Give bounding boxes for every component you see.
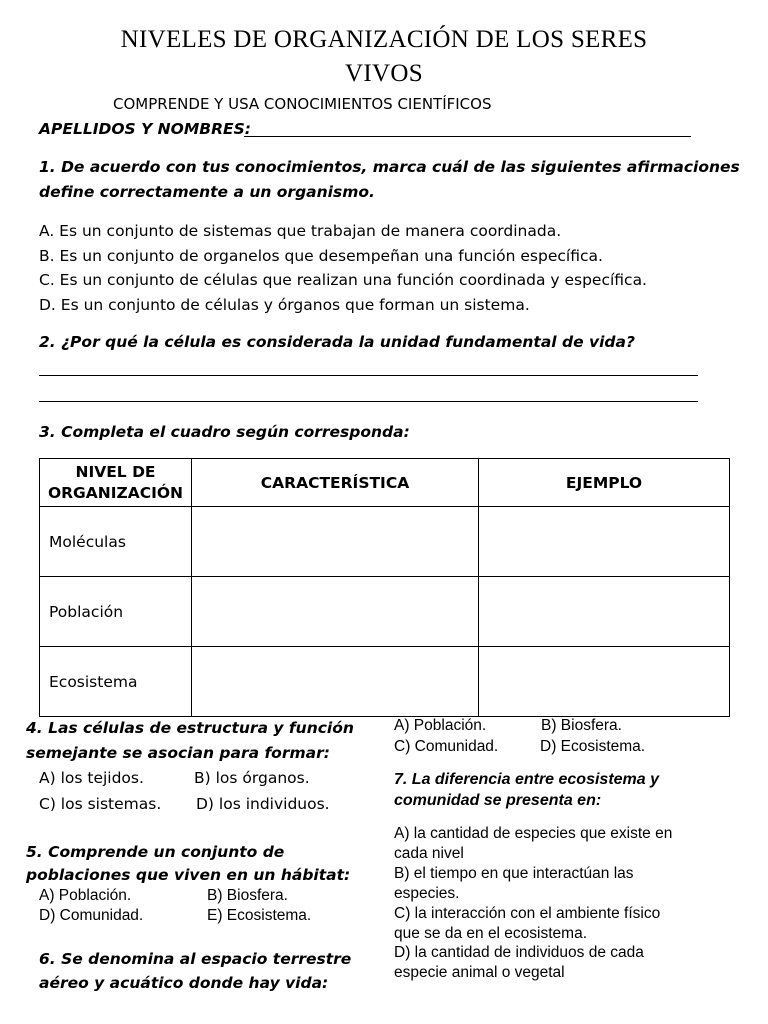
q1-text-line1: 1. De acuerdo con tus conocimientos, marca cuál de las siguientes afirmaciones [39,158,740,176]
page-subtitle: COMPRENDE Y USA CONOCIMIENTOS CIENTÍFICOS [113,95,492,113]
q2-answer-line-1[interactable] [39,375,698,376]
q6-text-line1: 6. Se denomina al espacio terrestre [39,950,352,968]
page-title-line2: VIVOS [345,60,423,87]
q1-option-a[interactable]: A. Es un conjunto de sistemas que trabajan de manera coordinada. [39,222,562,240]
q5-option-a[interactable]: A) Población. [39,887,132,904]
q7-option-d-line1[interactable]: D) la cantidad de individuos de cada [394,944,644,961]
row-label-moleculas: Moléculas [40,507,192,577]
q1-text-line2: define correctamente a un organismo. [39,183,375,201]
q6-option-a[interactable]: A) Población. [394,717,487,734]
q2-answer-line-2[interactable] [39,401,698,402]
q7-option-c-line2: que se da en el ecosistema. [394,925,588,942]
q1-option-d[interactable]: D. Es un conjunto de células y órganos que forman un sistema. [39,296,530,314]
header-ejemplo: EJEMPLO [479,459,730,507]
q4-text-line1: 4. Las células de estructura y función [26,719,354,737]
cell-ejemplo-poblacion[interactable] [479,577,730,647]
q6-option-d[interactable]: D) Ecosistema. [540,738,646,755]
q7-option-c-line1[interactable]: C) la interacción con el ambiente físico [394,905,661,922]
page-title-line1: NIVELES DE ORGANIZACIÓN DE LOS SERES [120,26,648,53]
q4-option-d[interactable]: D) los individuos. [196,795,330,813]
q1-option-c[interactable]: C. Es un conjunto de células que realizan una función coordinada y específica. [39,271,647,289]
q4-option-b[interactable]: B) los órganos. [194,769,310,787]
q7-option-b-line1[interactable]: B) el tiempo en que interactúan las [394,865,634,882]
cell-caracteristica-moleculas[interactable] [192,507,479,577]
q5-text-line1: 5. Comprende un conjunto de [26,843,285,861]
q7-option-a-line1[interactable]: A) la cantidad de especies que existe en [394,825,673,842]
q5-option-d[interactable]: D) Comunidad. [39,907,144,924]
q6-text-line2: aéreo y acuático donde hay vida: [39,974,329,992]
header-nivel: NIVEL DE ORGANIZACIÓN [40,459,192,507]
q3-text: 3. Completa el cuadro según corresponda: [39,423,410,441]
q4-option-a[interactable]: A) los tejidos. [39,769,144,787]
q1-option-b[interactable]: B. Es un conjunto de organelos que desempeñan una función específica. [39,247,603,265]
cell-ejemplo-ecosistema[interactable] [479,647,730,717]
organization-levels-table [39,458,730,717]
q5-text-line2: poblaciones que viven en un hábitat: [26,866,351,884]
name-answer-line[interactable] [244,136,691,137]
table-row [40,647,730,717]
table-row [40,577,730,647]
cell-ejemplo-moleculas[interactable] [479,507,730,577]
cell-caracteristica-ecosistema[interactable] [192,647,479,717]
q6-option-c[interactable]: C) Comunidad. [394,738,499,755]
q7-text-line1: 7. La diferencia entre ecosistema y [394,771,660,788]
table-header-row [40,459,730,507]
table-row [40,507,730,577]
q7-option-d-line2: especie animal o vegetal [394,964,565,981]
q7-option-b-line2: especies. [394,885,460,902]
q4-option-c[interactable]: C) los sistemas. [39,795,162,813]
q5-option-e[interactable]: E) Ecosistema. [207,907,312,924]
row-label-poblacion: Población [40,577,192,647]
q6-option-b[interactable]: B) Biosfera. [541,717,622,734]
name-label: APELLIDOS Y NOMBRES: [39,120,251,138]
q5-option-b[interactable]: B) Biosfera. [207,887,288,904]
q4-text-line2: semejante se asocian para formar: [26,744,330,762]
q2-text: 2. ¿Por qué la célula es considerada la unidad fundamental de vida? [39,333,635,351]
cell-caracteristica-poblacion[interactable] [192,577,479,647]
header-caracteristica: CARACTERÍSTICA [192,459,479,507]
q7-text-line2: comunidad se presenta en: [394,792,602,809]
q7-option-a-line2: cada nivel [394,845,464,862]
row-label-ecosistema: Ecosistema [40,647,192,717]
